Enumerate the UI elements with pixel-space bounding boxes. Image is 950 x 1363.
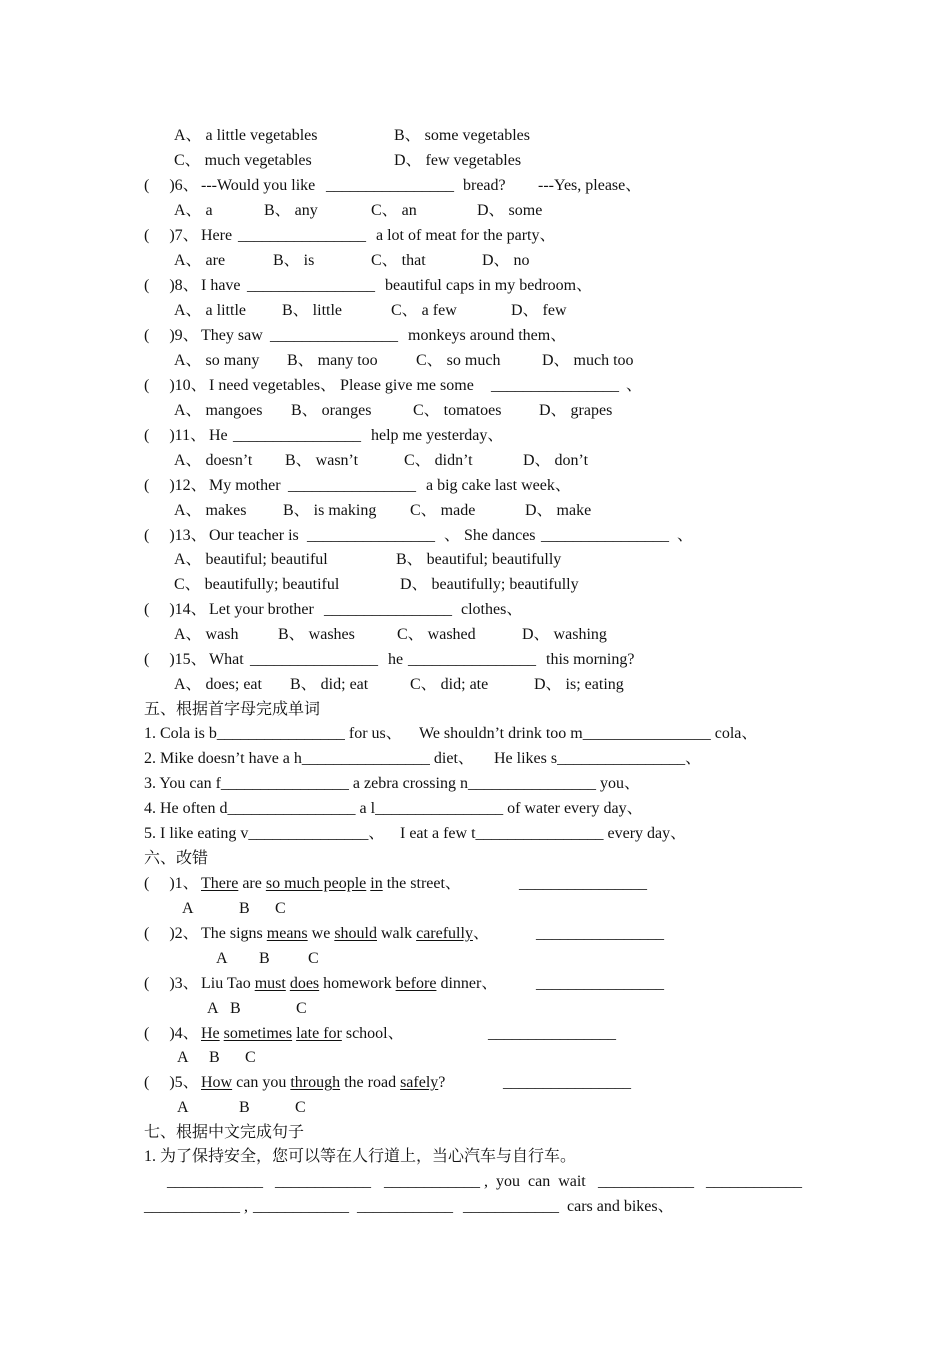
sentence xyxy=(201,1022,404,1046)
question-text: bread? xyxy=(463,177,506,194)
fill-sentence[interactable]: 5. I like eating v_______________、 xyxy=(144,825,385,842)
option-d[interactable]: D、 make xyxy=(525,502,592,519)
label-a: A xyxy=(207,1000,219,1017)
answer-paren[interactable]: ( )12、 xyxy=(144,477,207,494)
sentence-text: homework xyxy=(319,975,396,992)
q13-options-row1 xyxy=(0,548,562,572)
sentence-text: cars and bikes、 xyxy=(567,1198,674,1215)
question-text: Our teacher is xyxy=(209,527,299,544)
question-text: monkeys around them、 xyxy=(408,327,567,344)
answer-blank[interactable]: ________________ xyxy=(270,327,398,344)
sentence-text: are xyxy=(238,875,266,892)
option-d[interactable]: D、 much too xyxy=(542,352,634,369)
error-a[interactable]: There xyxy=(201,875,239,892)
q5-options-row1 xyxy=(0,124,530,148)
answer-paren[interactable]: ( )14、 xyxy=(144,601,207,618)
section-6-title xyxy=(0,847,209,871)
answer-paren[interactable]: ( )4、 xyxy=(144,1025,199,1042)
answer-paren[interactable]: ( )13、 xyxy=(144,527,207,544)
question-text: he xyxy=(388,651,404,668)
error-a[interactable]: must xyxy=(254,975,286,992)
answer-paren[interactable]: ( )9、 xyxy=(144,327,199,344)
option-d[interactable]: D、 no xyxy=(482,252,530,269)
option-b[interactable]: B、 many too xyxy=(287,352,378,369)
option-a[interactable]: A、 does; eat xyxy=(174,676,262,693)
sentence-text: 、 xyxy=(472,925,489,942)
option-d[interactable]: D、 grapes xyxy=(539,402,613,419)
error-a[interactable]: He xyxy=(201,1025,220,1042)
error-c[interactable]: safely xyxy=(400,1074,439,1091)
sentence xyxy=(201,1071,445,1095)
answer-blank[interactable]: ________________ xyxy=(250,651,378,668)
question-text: 、 xyxy=(677,527,694,544)
q14-stem xyxy=(0,598,523,622)
q10-stem xyxy=(0,374,643,398)
answer-blank[interactable]: ____________ xyxy=(706,1173,802,1190)
label-c: C xyxy=(308,950,319,967)
answer-paren[interactable]: ( )10、 xyxy=(144,377,207,394)
error-c[interactable]: carefully xyxy=(416,925,473,942)
sentence-text: Liu Tao xyxy=(201,975,255,992)
sentence-text: can you xyxy=(232,1074,291,1091)
error-c[interactable]: in xyxy=(370,875,383,892)
error-a[interactable]: means xyxy=(266,925,308,942)
sec6-q2 xyxy=(0,922,664,946)
sentence xyxy=(201,922,489,946)
option-b[interactable]: B、 wasn’t xyxy=(285,452,359,469)
section-5-title xyxy=(0,698,321,722)
fill-sentence[interactable]: 3. You can f________________ a zebra crossing n________________ you、 xyxy=(144,775,640,792)
label-c: C xyxy=(245,1049,256,1066)
option-a[interactable]: A、 makes xyxy=(174,502,247,519)
sec5-line-1 xyxy=(0,722,758,746)
label-b: B xyxy=(230,1000,241,1017)
label-b: B xyxy=(259,950,270,967)
question-text: He xyxy=(209,427,228,444)
section-heading: 五、根据首字母完成单词 xyxy=(144,701,321,718)
option-a[interactable]: A、 beautiful; beautiful xyxy=(174,551,328,568)
section-heading: 七、根据中文完成句子 xyxy=(144,1124,305,1141)
answer-blank[interactable]: ____________ xyxy=(144,1198,240,1215)
answer-blank[interactable]: ________________ xyxy=(233,427,361,444)
option-d[interactable]: D、 is; eating xyxy=(534,676,624,693)
q10-options xyxy=(0,399,613,423)
option-c[interactable]: C、 that xyxy=(371,252,426,269)
option-d[interactable]: D、 don’t xyxy=(523,452,589,469)
correction-blank[interactable]: ________________ xyxy=(519,875,647,892)
answer-blank[interactable]: ________________ xyxy=(238,227,366,244)
error-c[interactable]: before xyxy=(395,975,437,992)
error-a[interactable]: How xyxy=(201,1074,233,1091)
answer-blank[interactable]: ____________ xyxy=(253,1198,349,1215)
label-c: C xyxy=(275,900,286,917)
q5-option-a[interactable]: A、 a little vegetables xyxy=(174,127,318,144)
answer-paren[interactable]: ( )8、 xyxy=(144,277,199,294)
answer-blank[interactable]: ________________ xyxy=(307,527,435,544)
answer-paren[interactable]: ( )2、 xyxy=(144,925,199,942)
question-text: 、 xyxy=(626,377,643,394)
question-text: I have xyxy=(201,277,241,294)
q12-stem xyxy=(0,474,571,498)
option-a[interactable]: A、 doesn’t xyxy=(174,452,253,469)
fill-sentence[interactable]: 2. Mike doesn’t have a h________________ diet、 xyxy=(144,750,474,767)
sentence xyxy=(201,872,461,896)
q6-stem xyxy=(0,174,642,198)
comma: , xyxy=(244,1198,248,1215)
error-c[interactable]: late for xyxy=(296,1025,342,1042)
option-d[interactable]: D、 beautifully; beautifully xyxy=(400,576,579,593)
sentence xyxy=(201,972,497,996)
sec6-q5 xyxy=(0,1071,631,1095)
answer-blank[interactable]: ________________ xyxy=(288,477,416,494)
question-text: 、 She dances xyxy=(444,527,536,544)
option-b[interactable]: B、 any xyxy=(264,202,318,219)
section-heading: 六、改错 xyxy=(144,850,209,867)
option-b[interactable]: B、 beautiful; beautifully xyxy=(396,551,562,568)
correction-blank[interactable]: ________________ xyxy=(488,1025,616,1042)
fill-sentence[interactable]: He likes s________________、 xyxy=(494,750,702,767)
chinese-prompt: 1. 为了保持安全，您可以等在人行道上，当心汽车与自行车。 xyxy=(144,1148,577,1165)
question-text: Let your brother xyxy=(209,601,314,618)
answer-blank[interactable]: ____________ xyxy=(463,1198,559,1215)
option-d[interactable]: D、 washing xyxy=(522,626,607,643)
question-text: help me yesterday、 xyxy=(371,427,504,444)
option-b[interactable]: B、 oranges xyxy=(291,402,372,419)
answer-paren[interactable]: ( )7、 xyxy=(144,227,199,244)
fill-sentence[interactable]: I eat a few t________________ every day、 xyxy=(400,825,687,842)
answer-paren[interactable]: ( )6、 xyxy=(144,177,199,194)
correction-blank[interactable]: ________________ xyxy=(536,975,664,992)
answer-paren[interactable]: ( )15、 xyxy=(144,651,207,668)
sec7-q1-answer-line2 xyxy=(0,1195,674,1219)
fill-sentence[interactable]: 1. Cola is b________________ for us、 xyxy=(144,725,402,742)
sec5-line-5 xyxy=(0,822,687,846)
option-c[interactable]: C、 so much xyxy=(416,352,501,369)
label-a: A xyxy=(216,950,228,967)
label-b: B xyxy=(239,1099,250,1116)
answer-blank[interactable]: ____________ xyxy=(275,1173,371,1190)
sec5-line-2 xyxy=(0,747,702,771)
comma: , xyxy=(484,1173,488,1190)
option-b[interactable]: B、 is xyxy=(273,252,315,269)
sentence-text: school、 xyxy=(341,1025,404,1042)
question-text: I need vegetables、 Please give me some xyxy=(209,377,474,394)
answer-blank[interactable]: ________________ xyxy=(491,377,619,394)
sentence-text: walk xyxy=(376,925,417,942)
sentence-text: the road xyxy=(340,1074,401,1091)
question-text: They saw xyxy=(201,327,263,344)
answer-blank[interactable]: ____________ xyxy=(598,1173,694,1190)
q11-options xyxy=(0,449,589,473)
label-a: A xyxy=(177,1049,189,1066)
sentence-text: ? xyxy=(438,1074,446,1091)
sec7-q1-answer-line1 xyxy=(0,1170,802,1194)
label-b: B xyxy=(209,1049,220,1066)
sec5-line-4 xyxy=(0,797,643,821)
option-b[interactable]: B、 little xyxy=(282,302,343,319)
sec6-q3 xyxy=(0,972,664,996)
option-a[interactable]: A、 a xyxy=(174,202,213,219)
sec5-line-3 xyxy=(0,772,640,796)
question-text: beautiful caps in my bedroom、 xyxy=(385,277,593,294)
question-text: this morning? xyxy=(546,651,635,668)
question-text: ---Would you like xyxy=(201,177,316,194)
option-c[interactable]: C、 didn’t xyxy=(404,452,473,469)
q8-options xyxy=(0,299,567,323)
q6-options xyxy=(0,199,543,223)
label-c: C xyxy=(296,1000,307,1017)
section-7-title xyxy=(0,1121,305,1145)
label-a: A xyxy=(177,1099,189,1116)
option-c[interactable]: C、 an xyxy=(371,202,417,219)
option-b[interactable]: B、 is making xyxy=(283,502,377,519)
q5-options-row2 xyxy=(0,149,522,173)
option-c[interactable]: C、 made xyxy=(410,502,476,519)
error-b[interactable]: so much people xyxy=(265,875,367,892)
error-b[interactable]: should xyxy=(334,925,377,942)
option-b[interactable]: B、 washes xyxy=(278,626,355,643)
q5-option-b[interactable]: B、 some vegetables xyxy=(394,127,530,144)
answer-blank[interactable]: ________________ xyxy=(324,601,452,618)
label-b: B xyxy=(239,900,250,917)
option-a[interactable]: A、 wash xyxy=(174,626,239,643)
option-a[interactable]: A、 mangoes xyxy=(174,402,263,419)
answer-blank-2[interactable]: ________________ xyxy=(408,651,536,668)
option-c[interactable]: C、 a few xyxy=(391,302,457,319)
fill-sentence[interactable]: 4. He often d________________ a l________________ of water every day、 xyxy=(144,800,643,817)
sec6-q1 xyxy=(0,872,647,896)
answer-blank[interactable]: ________________ xyxy=(247,277,375,294)
option-d[interactable]: D、 some xyxy=(477,202,543,219)
answer-paren[interactable]: ( )5、 xyxy=(144,1074,199,1091)
sentence-text: we xyxy=(307,925,335,942)
question-reply: ---Yes, please、 xyxy=(538,177,642,194)
sec6-q4-labels xyxy=(0,1046,256,1070)
answer-blank[interactable]: ____________ xyxy=(167,1173,263,1190)
option-a[interactable]: A、 are xyxy=(174,252,226,269)
q7-options xyxy=(0,249,530,273)
q14-options xyxy=(0,623,607,647)
answer-paren[interactable]: ( )3、 xyxy=(144,975,199,992)
q5-option-d[interactable]: D、 few vegetables xyxy=(394,152,522,169)
option-c[interactable]: C、 beautifully; beautiful xyxy=(174,576,340,593)
option-c[interactable]: C、 tomatoes xyxy=(413,402,502,419)
q15-stem xyxy=(0,648,635,672)
q12-options xyxy=(0,499,592,523)
correction-blank[interactable]: ________________ xyxy=(536,925,664,942)
answer-blank[interactable]: ____________ xyxy=(357,1198,453,1215)
sentence-text: you can wait xyxy=(496,1173,586,1190)
question-text: What xyxy=(209,651,244,668)
error-b[interactable]: sometimes xyxy=(223,1025,293,1042)
question-text: Here xyxy=(201,227,233,244)
sec6-q1-labels xyxy=(0,897,286,921)
answer-blank[interactable]: ____________ xyxy=(384,1173,480,1190)
sentence-text: the street、 xyxy=(382,875,461,892)
question-text: My mother xyxy=(209,477,281,494)
q9-stem xyxy=(0,324,567,348)
label-c: C xyxy=(295,1099,306,1116)
sentence-text: dinner、 xyxy=(436,975,498,992)
sec6-q4 xyxy=(0,1022,616,1046)
option-c[interactable]: C、 did; ate xyxy=(410,676,489,693)
correction-blank[interactable]: ________________ xyxy=(503,1074,631,1091)
option-b[interactable]: B、 did; eat xyxy=(290,676,369,693)
q8-stem xyxy=(0,274,593,298)
question-text: a big cake last week、 xyxy=(426,477,571,494)
option-c[interactable]: C、 washed xyxy=(397,626,476,643)
sec6-q3-labels xyxy=(0,997,307,1021)
sec7-q1-chinese xyxy=(0,1145,577,1169)
q13-options-row2 xyxy=(0,573,579,597)
q7-stem xyxy=(0,224,556,248)
q9-options xyxy=(0,349,634,373)
label-a: A xyxy=(182,900,194,917)
error-b[interactable]: through xyxy=(290,1074,341,1091)
sentence-text: The signs xyxy=(201,925,267,942)
sec6-q5-labels xyxy=(0,1096,306,1120)
sec6-q2-labels xyxy=(0,947,319,971)
answer-paren[interactable]: ( )1、 xyxy=(144,875,199,892)
question-text: a lot of meat for the party、 xyxy=(376,227,556,244)
answer-blank[interactable]: ________________ xyxy=(326,177,454,194)
answer-paren[interactable]: ( )11、 xyxy=(144,427,207,444)
q11-stem xyxy=(0,424,504,448)
answer-blank-2[interactable]: ________________ xyxy=(541,527,669,544)
option-a[interactable]: A、 a little xyxy=(174,302,246,319)
q13-stem xyxy=(0,524,694,548)
q15-options xyxy=(0,673,624,697)
q5-option-c[interactable]: C、 much vegetables xyxy=(174,152,312,169)
option-d[interactable]: D、 few xyxy=(511,302,567,319)
fill-sentence[interactable]: We shouldn’t drink too m________________ cola、 xyxy=(419,725,758,742)
option-a[interactable]: A、 so many xyxy=(174,352,260,369)
question-text: clothes、 xyxy=(461,601,523,618)
error-b[interactable]: does xyxy=(289,975,320,992)
